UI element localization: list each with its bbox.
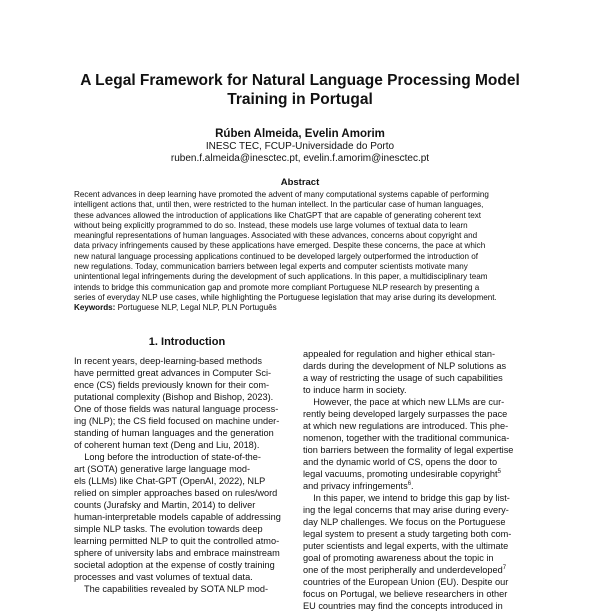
abstract-body	[74, 190, 534, 314]
abstract-line: intends to bridge this communication gap and promote more compliant Portuguese NLP research by presenting a	[74, 282, 480, 292]
body-line	[303, 564, 529, 576]
body-line: appealed for regulation and higher ethical stan-	[303, 349, 496, 359]
abstract-heading: Abstract	[280, 177, 320, 188]
body-line: processes and vast volumes of textual data.	[74, 572, 253, 582]
abstract-line: unintentional legal infringements during the development of such applications. In this paper, a multidisciplinary team	[74, 272, 488, 282]
body-line: sphere of university labs and embrace mainstream	[74, 548, 280, 558]
title-line-1: A Legal Framework for Natural Language Processing Model	[80, 72, 520, 89]
abstract-line: Recent advances in deep learning have promoted the advent of many computational systems capable of performing	[74, 190, 489, 199]
right-column	[303, 348, 529, 612]
body-line: One of those fields was natural language process-	[74, 404, 279, 414]
keywords-label: Keywords:	[74, 303, 116, 313]
keywords-text: Portuguese NLP, Legal NLP, PLN Português	[115, 303, 277, 313]
title-line-2: Training in Portugal	[227, 91, 373, 108]
body-line: countries of the European Union (EU). Despite our	[303, 577, 509, 587]
body-text: legal vacuums, promoting undesirable copyright	[303, 469, 498, 479]
body-line: rently being developed largely surpasses the pace	[303, 409, 508, 419]
left-column	[74, 335, 300, 595]
body-line: relied on simpler approaches based on rules/word	[74, 488, 278, 498]
body-line: focus on Portugal, we believe researchers in other	[303, 589, 508, 599]
body-line: putational complexity (Bishop and Bishop, 2023).	[74, 392, 274, 402]
body-line: tion barriers between the formality of legal expertise	[303, 445, 514, 455]
body-line: of coherent human text (Deng and Liu, 2018).	[74, 440, 260, 450]
abstract-line: these advances allowed the introduction of applications like ChatGPT that are capable of generating coherent text	[74, 210, 482, 220]
body-line: In this paper, we intend to bridge this gap by list-	[303, 493, 510, 503]
body-line: learning permitted NLP to quit the controlled atmo-	[74, 536, 280, 546]
body-line: The capabilities revealed by SOTA NLP mod-	[74, 584, 269, 594]
body-line: ing (NLP); the CS field focused on machine under-	[74, 416, 280, 426]
body-line: and privacy infringements$^6$.	[303, 480, 414, 491]
abstract-line: series of everyday NLP use cases, while highlighting the Portuguese legislation that may arise during its development.	[74, 292, 497, 302]
abstract-line: data privacy infringements caused by these applications have emerged. Despite these concerns, the pace at which	[74, 241, 486, 251]
body-line: els (LLMs) like Chat-GPT (OpenAI, 2022), NLP	[74, 476, 266, 486]
body-line: and the dynamic world of CS, opens the door to	[303, 457, 498, 467]
body-text: one of the most peripherally and underdeveloped	[303, 565, 503, 575]
affiliation: INESC TEC, FCUP-Universidade do Porto	[205, 141, 395, 152]
paper-title	[40, 71, 560, 109]
body-line: Long before the introduction of state-of-the-	[74, 452, 261, 462]
body-line: at which new regulations are introduced. This phe-	[303, 421, 509, 431]
body-line: EU countries may find the concepts introduced in	[303, 601, 503, 611]
body-line: counts (Jurafsky and Martin, 2014) to deliver	[74, 500, 256, 510]
body-line: standing of human languages and the generation	[74, 428, 274, 438]
keywords-line	[74, 303, 534, 313]
body-line	[303, 468, 529, 480]
footnote-marker[interactable]: 6	[407, 480, 412, 487]
body-line: societal adoption at the expense of costly training	[74, 560, 275, 570]
body-line: day NLP challenges. We focus on the Portuguese	[303, 517, 506, 527]
body-line: have permitted great advances in Computer Sci-	[74, 368, 272, 378]
body-line: In recent years, deep-learning-based methods	[74, 356, 262, 366]
abstract-line: intelligent actions that, until then, were restricted to the human intellect. In the particular case of human languages,	[74, 200, 484, 210]
body-line: to induce harm in society.	[303, 385, 407, 395]
body-line: goal of promoting awareness about the topic in	[303, 553, 494, 563]
body-line: a way of restricting the usage of such capabilities	[303, 373, 503, 383]
footnote-marker[interactable]: 5	[497, 468, 501, 475]
section-heading-introduction: 1. Introduction	[148, 336, 226, 348]
abstract-line: meaningful representations of human languages. Associated with these advances, concerns about copyright and	[74, 231, 478, 241]
body-line: human-interpretable models capable of addressing	[74, 512, 281, 522]
body-text: and privacy infringements	[303, 481, 408, 491]
author-names: Rúben Almeida, Evelin Amorim	[215, 128, 385, 140]
abstract-line: new regulations. Today, communication barriers between legal experts and computer scientists motivate many	[74, 262, 468, 272]
abstract-line: without being explicitly programmed to do so. Instead, these models use large volumes of textual data to learn	[74, 220, 468, 230]
body-line: simple NLP tasks. The evolution towards deep	[74, 524, 263, 534]
body-line: ence (CS) fields previously known for their com-	[74, 380, 270, 390]
body-line: puter scientists and legal experts, with the ultimate	[303, 541, 509, 551]
body-line: legal system to present a study targeting both com-	[303, 529, 512, 539]
body-line: dards during the development of NLP solutions as	[303, 361, 507, 371]
author-emails: ruben.f.almeida@inesctec.pt, evelin.f.amorim@inesctec.pt	[170, 153, 430, 164]
footnote-marker[interactable]: 7	[502, 564, 507, 571]
abstract-line: new natural language processing applications continued to be developed largely outperformed the introduction of	[74, 251, 479, 261]
body-line: However, the pace at which new LLMs are cur-	[303, 397, 505, 407]
body-line: art (SOTA) generative large language mod-	[74, 464, 251, 474]
body-line: nomenon, together with the traditional communica-	[303, 433, 510, 443]
body-line: ing the legal concerns that may arise during every-	[303, 505, 509, 515]
